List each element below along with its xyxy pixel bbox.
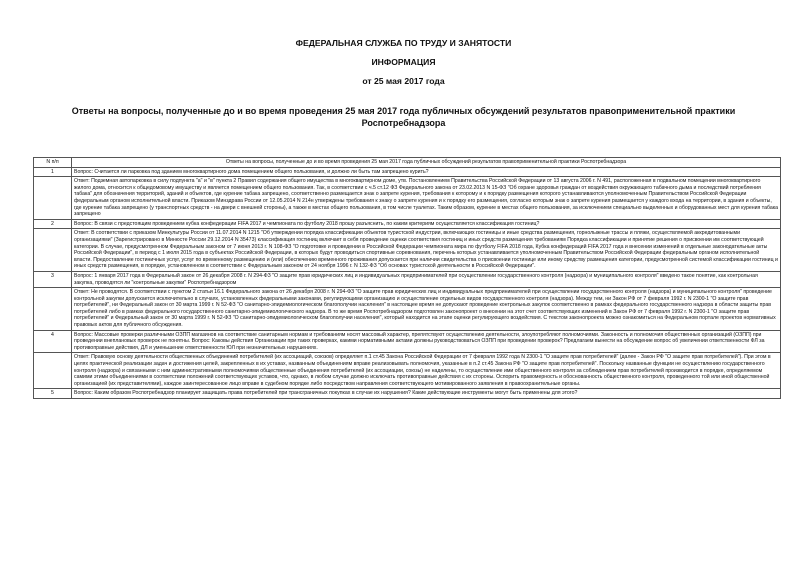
row-number: 3 — [34, 271, 72, 287]
organization-name: ФЕДЕРАЛЬНАЯ СЛУЖБА ПО ТРУДУ И ЗАНЯТОСТИ — [295, 38, 512, 48]
row-number — [34, 229, 72, 272]
document-date: от 25 мая 2017 года — [362, 76, 445, 86]
row-number — [34, 288, 72, 331]
question-text: Вопрос: Каким образом Роспотребнадзор планирует защищать права потребителей при трансграничных покупках в случае их нарушения? Какие действующие инструменты могут быть применены для этого? — [72, 389, 781, 399]
table-header-row — [34, 158, 781, 168]
table-row — [34, 330, 781, 353]
document-title-line-1: Ответы на вопросы, полученные до и во время проведения 25 мая 2017 года публичных обсуждений результатов правоприменительной практики — [71, 106, 736, 116]
answer-text: Ответ: Не проводятся. В соответствии с пунктом 2 статьи 16.1 Федерального закона от 26 декабря 2008 г. N 294-ФЗ "О защите прав юридических лиц и индивидуальных предпринимателей при осуществлении государственного контроля (надзора) и муниципального контроля" проведение контрольной закупки допускается исключительно в случаях, установленных федеральными законами, регулирующими организацию и осуществление отдельных видов государственного контроля (надзора). Между тем, ни Закон РФ от 7 февраля 1992 г. N 2300-1 "О защите прав потребителей", ни Федеральный закон от 30 марта 1999 г. N 52-ФЗ "О санитарно-эпидемиологическом благополучии населения" в настоящее время не допускают проведение контрольных закупок соответственно в рамках федерального государственного надзора в области защиты прав потребителей либо в рамках федерального государственного санитарно-эпидемиологического надзора. В то же время Роспотребнадзором подготовлен законопроект о внесении на этот счет соответствующих изменений в Закон РФ от 7 февраля 1992 г. N 2300-1 "О защите прав потребителей" и Федеральный закон от 30 марта 1999 г. N 52-ФЗ "О санитарно-эпидемиологическом благополучии населения", который находится на этапе оценки регулирующего воздействия. С текстом законопроекта можно ознакомиться на Федеральном портале проектов нормативных правовых актов для публичного обсуждения. — [72, 288, 781, 331]
document-type: ИНФОРМАЦИЯ — [371, 57, 436, 67]
table-row — [34, 271, 781, 287]
table-row — [34, 177, 781, 220]
table-row — [34, 167, 781, 177]
table-row — [34, 389, 781, 399]
table-row — [34, 353, 781, 389]
question-text: Вопрос: В связи с предстоящим проведением кубка конфедерации FIFA 2017 и чемпионата по футболу 2018 прошу разъяснить, по каким критериям осуществляется классификация гостиниц? — [72, 219, 781, 229]
row-number: 5 — [34, 389, 72, 399]
row-number — [34, 353, 72, 389]
row-number: 2 — [34, 219, 72, 229]
row-number: 4 — [34, 330, 72, 353]
document-title-line-2: Роспотребнадзора — [361, 118, 446, 128]
row-number: 1 — [34, 167, 72, 177]
row-number — [34, 177, 72, 220]
question-text: Вопрос: Массовые проверки различными ОЗПП магазинов на соответствие санитарным нормам и требованиям носят массовый характер, препятствуют осуществлению деятельности, злоупотребляют полномочиями. Законность и полномочия общественных организаций (ОЗПП) при проведении внеплановых проверок не понятны. Вопрос: Каковы действия Организации при таких проверках, какими нормативными актами должны руководствоваться ОЗПП при проведении проверок? Предлагаем вынести на обсуждение вопрос об увеличении ответственности ФЛ за противоправные действия, ДЛ и уменьшение ответственности ЮЛ при незначительных нарушениях. — [72, 330, 781, 353]
question-text: Вопрос: Считается ли парковка под зданием многоквартирного дома помещением общего пользования, и должно ли быть там запрещено курить? — [72, 167, 781, 177]
table-row — [34, 219, 781, 229]
table-row — [34, 288, 781, 331]
answer-text: Ответ: Подземная автопарковка в силу подпункта "а" и "в" пункта 2 Правил содержания общего имущества в многоквартирном доме, утв. Постановлением Правительства Российской Федерации от 13 августа 2006 г. N 491, расположенная в подвальном помещении многоквартирного жилого дома, относится к общедомовому имуществу и является помещением общего пользования. Так, в соответствии с ч.5 ст.12 ФЗ Федерального закона от 23.02.2013 N 15-ФЗ "Об охране здоровья граждан от воздействия окружающего табачного дыма и последствий потребления табака" для обозначения территорий, зданий и объектов, где курение табака запрещено, соответственно размещается знак о запрете курения, требования к которому и к порядку размещения которого устанавливаются уполномоченным Правительством Российской Федерации федеральным органом исполнительной власти. Приказом Минздрава России от 12.05.2014 N 214н утверждены требования к знаку о запрете курения и к порядку его размещения, согласно которым знак о запрете курения размещается у каждого входа на территории, в здания и объекты, где курение табака запрещено (у транспортных средств - на двери с внешней стороны), а также в местах общего пользования, в том числе туалетах. Таким образом, курение в местах общего пользования, за исключением специально выделенных и оборудованных мест для курения табака запрещено — [72, 177, 781, 220]
column-header-number: N п/п — [34, 158, 72, 168]
column-header-title: Ответы на вопросы, полученные до и во время проведения 25 мая 2017 года публичных обсуждений результатов правоприменительной практики Роспотребнадзора — [72, 158, 781, 168]
answer-text: Ответ: В соответствии с приказом Минкультуры России от 11.07.2014 N 1215 "Об утверждении порядка классификации объектов туристской индустрии, включающих гостиницы и иные средства размещения, горнолыжные трассы и пляжи, осуществляемой аккредитованными организациями" (Зарегистрировано в Минюсте России 29.12.2014 N 35473) классификация гостиниц включает в себя проведение оценки соответствия гостиниц и иных средств размещения требованиям Порядка классификации и принятие решения о присвоении им соответствующей категории. В случае, предусмотренном Федеральным законом от 7 июня 2013 г. N 108-ФЗ "О подготовке и проведении в Российской Федерации чемпионата мира по футболу FIFA 2018 года, Кубка конфедераций FIFA 2017 года и внесении изменений в отдельные законодательные акты Российской Федерации", в период с 1 июля 2015 года в субъектах Российской Федерации, в которых будут проводиться спортивные соревнования, перечень которых устанавливается уполномоченным Правительством Российской Федерации федеральным органом исполнительной власти. Предоставление гостиничных услуг, услуг по временному размещению и (или) обеспечению временного проживания допускается при наличии свидетельства о присвоении гостинице или иному средству размещения категории, предусмотренной системой классификации гостиниц и иных средств размещения, в порядке, установленном в соответствии с Федеральным законом от 24 ноября 1996 г. N 132-ФЗ "Об основах туристской деятельности в Российской Федерации". — [72, 229, 781, 272]
qa-table — [33, 157, 781, 399]
answer-text: Ответ: Правовую основу деятельности общественных объединений потребителей (их ассоциаций, союзов) определяет п.1 ст.45 Закона Российской Федерации от 7 февраля 1992 года N 2300-1 "О защите прав потребителей" (далее - Закон РФ "О защите прав потребителей"). При этом в целях практической реализации задач и достижения целей, закрепленных в их уставах, названным объединениям вправе реализовывать полномочия, указанные в п.2 ст.45 Закона РФ "О защите прав потребителей". Поскольку названные функции не осуществлению государственного контроля (надзора) и связанными с ним административными полномочиями общественные объединения потребителей (их ассоциации, союзы) не наделены, то осуществление ими общественного контроля за соблюдением прав потребителей производится в порядке, определяемом самими этими объединениями в соответствии положений соответствующих уставов, что, однако, в любом случае должно исключать противоправные действия с их стороны. Оспорить правомерность и обоснованность общественного контроля, проведенного той или иной общественной организацией (их представителями), каждое заинтересованное лицо вправе в судебном порядке либо посредством направления соответствующего мотивированного заявления в правоохранительные органы. — [72, 353, 781, 389]
question-text: Вопрос: 1 января 2017 года в Федеральный закон от 26 декабря 2008 г. N 294-ФЗ "О защите прав юридических лиц и индивидуальных предпринимателей при осуществлении государственного контроля (надзора) и муниципального контроля" введено такое понятие, как контрольная закупка, проводятся ли "контрольные закупки" Роспотребнадзором — [72, 271, 781, 287]
table-row — [34, 229, 781, 272]
